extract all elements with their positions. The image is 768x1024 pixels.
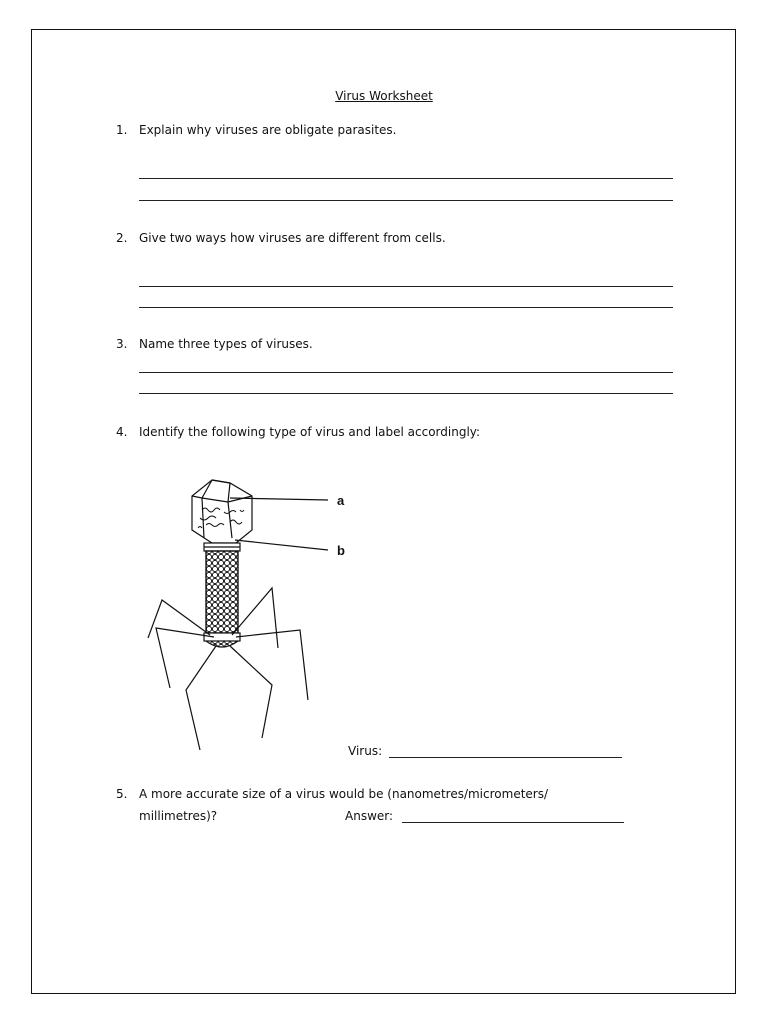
question-2-answer-line-2[interactable] [139,307,673,308]
question-2-text: Give two ways how viruses are different from cells. [139,231,446,245]
question-4-text: Identify the following type of virus and label accordingly: [139,425,481,439]
bacteriophage-diagram [140,470,340,760]
answer-label: Answer: [345,809,394,823]
virus-answer-line[interactable] [389,757,622,758]
diagram-label-a: a [337,493,345,508]
question-3-answer-line-1[interactable] [139,372,673,373]
question-5-text: A more accurate size of a virus would be (nanometres/micrometers/ [139,787,549,801]
question-2-answer-line-1[interactable] [139,286,673,287]
question-5-answer-line[interactable] [402,822,624,823]
question-1-answer-line-2[interactable] [139,200,673,201]
page-border [31,29,736,994]
question-1-number: 1. [116,123,128,137]
worksheet-title: Virus Worksheet [335,89,433,103]
question-2-number: 2. [116,231,128,245]
question-1-answer-line-1[interactable] [139,178,673,179]
question-3-text: Name three types of viruses. [139,337,313,351]
question-5-text-continued: millimetres)? [139,809,218,823]
question-5-number: 5. [116,787,128,801]
diagram-label-b: b [337,543,345,558]
question-1-text: Explain why viruses are obligate parasites. [139,123,397,137]
virus-label: Virus: [348,744,383,758]
question-4-number: 4. [116,425,128,439]
question-3-answer-line-2[interactable] [139,393,673,394]
question-3-number: 3. [116,337,128,351]
